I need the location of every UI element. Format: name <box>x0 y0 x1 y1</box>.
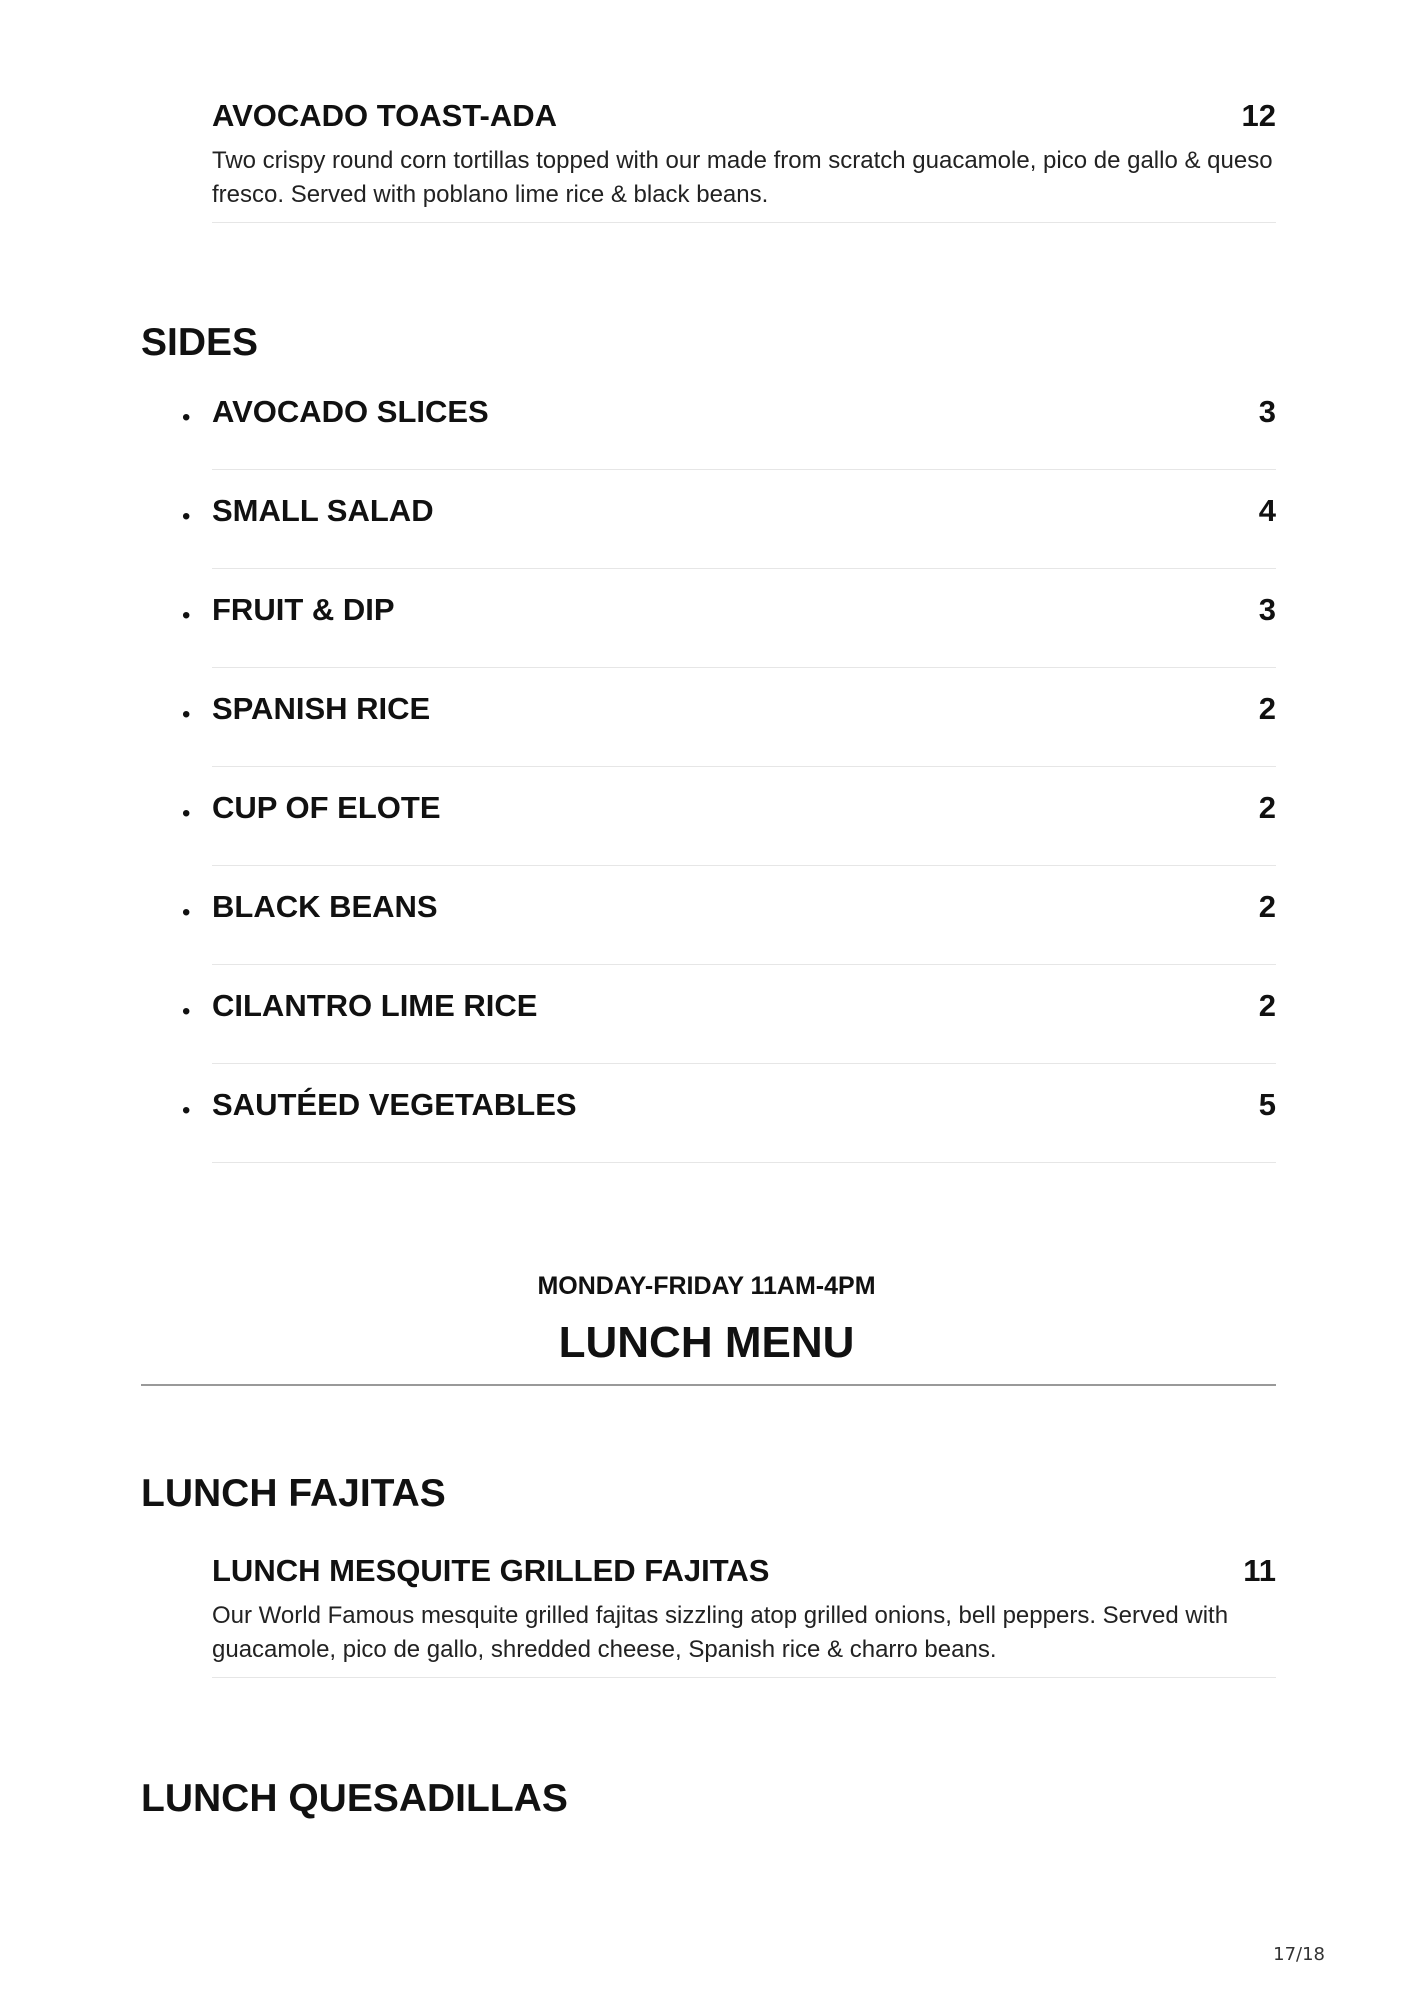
side-item-price: 3 <box>1258 394 1276 429</box>
bullet-icon: • <box>182 503 191 530</box>
menu-item-header <box>212 96 1276 136</box>
side-item <box>182 766 1276 866</box>
menu-item-lunch-fajitas <box>212 1551 1276 1678</box>
bullet-icon: • <box>182 701 191 728</box>
menu-item-description: Two crispy round corn tortillas topped with our made from scratch guacamole, pico de gallo & queso fresco. Served with poblano lime rice & black beans. <box>212 147 1273 208</box>
side-item-price: 5 <box>1258 1087 1276 1122</box>
side-item-price: 2 <box>1258 691 1276 726</box>
lunch-hours: MONDAY-FRIDAY 11AM-4PM <box>537 1272 876 1300</box>
menu-item-name: AVOCADO TOAST-ADA <box>212 98 558 133</box>
side-item-price: 2 <box>1258 790 1276 825</box>
page-number: 17/18 <box>1273 1944 1325 1965</box>
bullet-icon: • <box>182 602 191 629</box>
menu-item-avocado-toast-ada <box>212 96 1276 223</box>
side-item <box>182 370 1276 470</box>
side-item <box>182 1063 1276 1163</box>
bullet-icon: • <box>182 899 191 926</box>
menu-item-header <box>212 1551 1276 1591</box>
menu-item-name: LUNCH MESQUITE GRILLED FAJITAS <box>212 1553 770 1588</box>
side-item <box>182 568 1276 668</box>
side-item-name: AVOCADO SLICES <box>212 394 489 429</box>
side-item-name: CILANTRO LIME RICE <box>212 988 538 1023</box>
bullet-icon: • <box>182 800 191 827</box>
side-item <box>182 469 1276 569</box>
bullet-icon: • <box>182 404 191 431</box>
menu-item-price: 11 <box>1243 1553 1276 1588</box>
menu-item-price: 12 <box>1241 98 1276 133</box>
side-item-name: SMALL SALAD <box>212 493 434 528</box>
bullet-icon: • <box>182 1097 191 1124</box>
menu-item-description: Our World Famous mesquite grilled fajitas sizzling atop grilled onions, bell peppers. Served with guacamole, pico de gallo, shredded cheese, Spanish rice & charro beans. <box>212 1602 1229 1663</box>
side-item-name: FRUIT & DIP <box>212 592 395 627</box>
side-item-price: 2 <box>1258 889 1276 924</box>
side-item <box>182 865 1276 965</box>
side-item <box>182 667 1276 767</box>
section-title-lunch-quesadillas: LUNCH QUESADILLAS <box>141 1777 568 1820</box>
bullet-icon: • <box>182 998 191 1025</box>
side-item-name: SPANISH RICE <box>212 691 431 726</box>
section-title-sides: SIDES <box>141 321 259 364</box>
side-item-price: 3 <box>1258 592 1276 627</box>
side-item-price: 4 <box>1258 493 1276 528</box>
side-item-name: BLACK BEANS <box>212 889 438 924</box>
side-item-price: 2 <box>1258 988 1276 1023</box>
lunch-menu-title: LUNCH MENU <box>558 1318 855 1367</box>
side-item <box>182 964 1276 1064</box>
side-item-name: SAUTÉED VEGETABLES <box>212 1087 577 1122</box>
side-item-name: CUP OF ELOTE <box>212 790 441 825</box>
divider <box>141 1384 1276 1386</box>
section-title-lunch-fajitas: LUNCH FAJITAS <box>141 1472 446 1515</box>
